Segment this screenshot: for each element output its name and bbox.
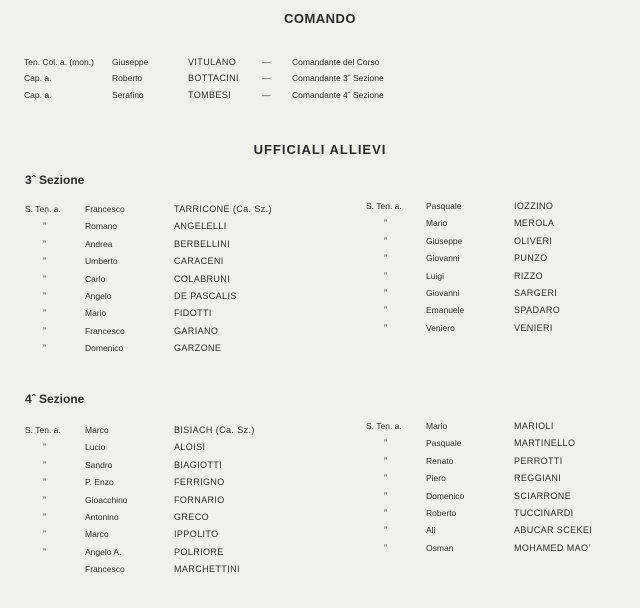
- last-name: MARTINELLO: [514, 438, 576, 449]
- last-name: COLABRUNI: [174, 273, 231, 284]
- last-name: REGGIANI: [514, 473, 562, 484]
- first-name: Domenico: [426, 490, 465, 501]
- comando-row: [0, 73, 640, 87]
- comando-row: [0, 57, 640, 71]
- list-item: [25, 326, 345, 343]
- first-name: Serafino: [112, 90, 144, 100]
- list-item: [366, 491, 636, 508]
- ditto-mark: ”: [43, 343, 46, 354]
- first-name: Marco: [85, 425, 109, 435]
- last-name: ANGELELLI: [174, 221, 227, 232]
- sezione-4-left-list: [25, 425, 345, 582]
- list-item: [25, 529, 345, 546]
- rank: S. Ten. a.: [366, 201, 402, 211]
- first-name: Lucio: [85, 442, 106, 453]
- list-item: [25, 308, 345, 325]
- ditto-mark: ”: [43, 256, 46, 267]
- sezione-4-right-list: [366, 421, 636, 560]
- comando-title: COMANDO: [283, 11, 357, 26]
- sezione-4-heading: 4ˆ Sezione: [25, 392, 85, 406]
- list-item: [25, 460, 345, 477]
- first-name: P. Enzo: [85, 477, 114, 488]
- ditto-mark: ”: [43, 221, 46, 232]
- last-name: VENIERI: [514, 322, 553, 333]
- last-name: GRECO: [174, 511, 210, 522]
- list-item: [25, 343, 345, 360]
- last-name: BOTTACINI: [188, 73, 239, 83]
- rank: Ten. Col. a. (mon.): [24, 57, 94, 67]
- rank: S. Ten. a.: [25, 204, 61, 214]
- first-name: Giuseppe: [426, 235, 463, 246]
- first-name: Francesco: [85, 204, 125, 214]
- first-name: Osman: [426, 542, 454, 553]
- last-name: DE PASCALIS: [174, 290, 237, 301]
- ditto-mark: ”: [384, 438, 387, 449]
- last-name: FORNARIO: [174, 494, 225, 505]
- first-name: Andrea: [85, 238, 113, 249]
- first-name: Giovanni: [426, 253, 460, 264]
- first-name: Romano: [85, 221, 118, 232]
- first-name: Renato: [426, 455, 454, 466]
- first-name: Roberto: [112, 73, 143, 83]
- first-name: Piero: [426, 473, 446, 484]
- list-item: [25, 512, 345, 529]
- list-item: [366, 456, 636, 473]
- list-item: [25, 564, 345, 581]
- ditto-mark: ”: [384, 305, 387, 316]
- first-name: Angelo A.: [85, 546, 122, 557]
- ditto-mark: ”: [43, 529, 46, 540]
- first-name: Antonino: [85, 511, 119, 522]
- last-name: SARGERI: [514, 287, 558, 298]
- first-name: Sandro: [85, 459, 113, 470]
- ditto-mark: ”: [384, 322, 387, 333]
- first-name: Angelo: [85, 290, 112, 301]
- ditto-mark: ”: [384, 542, 387, 553]
- ditto-mark: ”: [43, 308, 46, 319]
- last-name: BERBELLINI: [174, 238, 231, 249]
- dash: —: [262, 90, 271, 100]
- rank: Cap. a.: [24, 73, 52, 83]
- first-name: Marco: [85, 529, 109, 540]
- ufficiali-title: UFFICIALI ALLIEVI: [253, 142, 387, 157]
- list-item: [25, 204, 345, 221]
- first-name: Mario: [85, 308, 107, 319]
- ditto-mark: ”: [384, 218, 387, 229]
- first-name: Domenico: [85, 343, 124, 354]
- first-name: Veniero: [426, 322, 455, 333]
- last-name: MARCHETTINI: [174, 564, 240, 575]
- list-item: [366, 508, 636, 525]
- first-name: Luigi: [426, 270, 444, 281]
- comando-row: [0, 90, 640, 104]
- first-name: Alì: [426, 525, 436, 536]
- list-item: [25, 291, 345, 308]
- ditto-mark: ”: [43, 477, 46, 488]
- first-name: Mario: [426, 218, 448, 229]
- ditto-mark: ”: [43, 511, 46, 522]
- last-name: IPPOLITO: [174, 529, 219, 540]
- ditto-mark: ”: [43, 238, 46, 249]
- list-item: [25, 221, 345, 238]
- ditto-mark: ”: [384, 235, 387, 246]
- list-item: [366, 421, 636, 438]
- dash: —: [262, 73, 271, 83]
- ditto-mark: ”: [384, 507, 387, 518]
- rank: Cap. a.: [24, 90, 52, 100]
- ditto-mark: ”: [43, 459, 46, 470]
- ditto-mark: ”: [384, 490, 387, 501]
- first-name: Mario: [426, 421, 448, 431]
- rank: S. Ten. a.: [366, 421, 402, 431]
- first-name: Giovanni: [426, 287, 460, 298]
- list-item: [366, 253, 636, 270]
- last-name: PUNZO: [514, 253, 548, 264]
- ditto-mark: ”: [43, 442, 46, 453]
- ditto-mark: ”: [384, 525, 387, 536]
- list-item: [25, 495, 345, 512]
- ditto-mark: ”: [43, 325, 46, 336]
- first-name: Pasquale: [426, 201, 462, 211]
- dash: —: [262, 57, 271, 67]
- ditto-mark: ”: [43, 290, 46, 301]
- list-item: [366, 305, 636, 322]
- rank: S. Ten. a.: [25, 425, 61, 435]
- ditto-mark: ”: [384, 473, 387, 484]
- last-name: TARRICONE (Ca. Sz.): [174, 204, 272, 214]
- list-item: [25, 239, 345, 256]
- last-name: GARIANO: [174, 325, 219, 336]
- first-name: Umberto: [85, 256, 118, 267]
- ditto-mark: ”: [384, 287, 387, 298]
- first-name: Carlo: [85, 273, 106, 284]
- ditto-mark: ”: [384, 455, 387, 466]
- last-name: SCIARRONE: [514, 490, 572, 501]
- role: Comandante 3ˆ Sezione: [292, 73, 384, 83]
- last-name: MARIOLI: [514, 421, 554, 431]
- role: Comandante 4ˆ Sezione: [292, 90, 384, 100]
- last-name: FERRIGNO: [174, 477, 225, 488]
- last-name: CARACENI: [174, 256, 224, 267]
- ditto-mark: ”: [384, 270, 387, 281]
- last-name: TOMBESI: [188, 90, 232, 100]
- first-name: Gioacchino: [85, 494, 128, 505]
- first-name: Roberto: [426, 507, 457, 518]
- list-item: [366, 525, 636, 542]
- list-item: [366, 271, 636, 288]
- ditto-mark: ”: [43, 494, 46, 505]
- sezione-3-left-list: [25, 204, 345, 361]
- last-name: IOZZINO: [514, 201, 554, 211]
- last-name: MOHAMED MAO’: [514, 542, 591, 553]
- last-name: FIDOTTI: [174, 308, 212, 319]
- last-name: VITULANO: [188, 57, 237, 67]
- last-name: POLRIORE: [174, 546, 224, 557]
- first-name: Emanuele: [426, 305, 465, 316]
- list-item: [366, 288, 636, 305]
- last-name: BISIACH (Ca. Sz.): [174, 425, 255, 435]
- list-item: [25, 256, 345, 273]
- ditto-mark: ”: [384, 253, 387, 264]
- ditto-mark: ”: [43, 546, 46, 557]
- sezione-3-heading: 3ˆ Sezione: [25, 173, 85, 187]
- list-item: [25, 547, 345, 564]
- last-name: TUCCINARDI: [514, 507, 574, 518]
- list-item: [366, 438, 636, 455]
- last-name: BIAGIOTTI: [174, 459, 223, 470]
- list-item: [25, 442, 345, 459]
- list-item: [25, 425, 345, 442]
- first-name: Giuseppe: [112, 57, 149, 67]
- last-name: ABUCAR SCEKEI: [514, 525, 593, 536]
- last-name: MEROLA: [514, 218, 555, 229]
- list-item: [366, 236, 636, 253]
- list-item: [366, 201, 636, 218]
- last-name: RIZZO: [514, 270, 543, 281]
- sezione-3-right-list: [366, 201, 636, 340]
- last-name: SPADARO: [514, 305, 561, 316]
- list-item: [366, 543, 636, 560]
- role: Comandante del Corso: [292, 57, 380, 67]
- list-item: [366, 323, 636, 340]
- first-name: Francesco: [85, 564, 125, 575]
- list-item: [366, 473, 636, 490]
- ditto-mark: ”: [43, 273, 46, 284]
- last-name: ALOISI: [174, 442, 206, 453]
- list-item: [25, 274, 345, 291]
- last-name: GARZONE: [174, 343, 222, 354]
- list-item: [366, 218, 636, 235]
- last-name: PERROTTI: [514, 455, 563, 466]
- last-name: OLIVERI: [514, 235, 553, 246]
- first-name: Francesco: [85, 325, 125, 336]
- list-item: [25, 477, 345, 494]
- first-name: Pasquale: [426, 438, 462, 449]
